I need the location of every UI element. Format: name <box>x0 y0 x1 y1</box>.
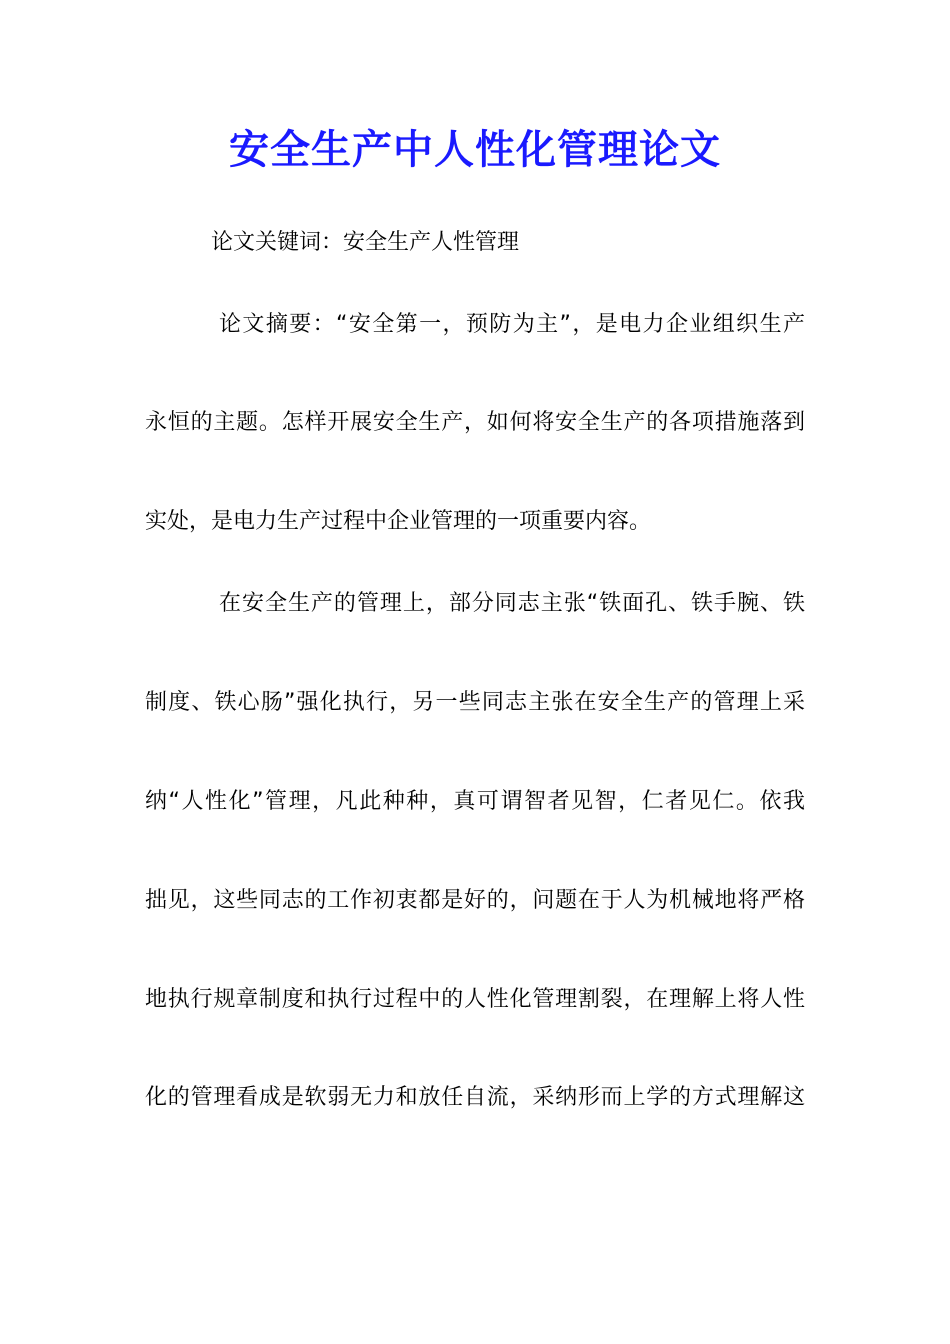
document-title: 安全生产中人性化管理论文 <box>229 126 721 173</box>
body-line-2: 制度、铁心肠”强化执行，另一些同志主张在安全生产的管理上采 <box>145 690 805 715</box>
body-line-4: 拙见，这些同志的工作初衷都是好的，问题在于人为机械地将严格 <box>145 888 805 913</box>
abstract-line-2: 永恒的主题。怎样开展安全生产，如何将安全生产的各项措施落到 <box>145 410 805 435</box>
body-line-6: 化的管理看成是软弱无力和放任自流，采纳形而上学的方式理解这 <box>145 1085 805 1110</box>
body-line-1: 在安全生产的管理上，部分同志主张“铁面孔、铁手腕、铁 <box>219 591 805 616</box>
keywords-line: 论文关键词：安全生产人性管理 <box>211 230 520 255</box>
abstract-line-1: 论文摘要：“安全第一，预防为主”，是电力企业组织生产 <box>219 312 805 337</box>
body-line-5: 地执行规章制度和执行过程中的人性化管理割裂，在理解上将人性 <box>145 987 805 1012</box>
body-line-3: 纳“人性化”管理，凡此种种，真可谓智者见智，仁者见仁。依我 <box>145 789 805 814</box>
abstract-line-3: 实处，是电力生产过程中企业管理的一项重要内容。 <box>145 509 652 534</box>
